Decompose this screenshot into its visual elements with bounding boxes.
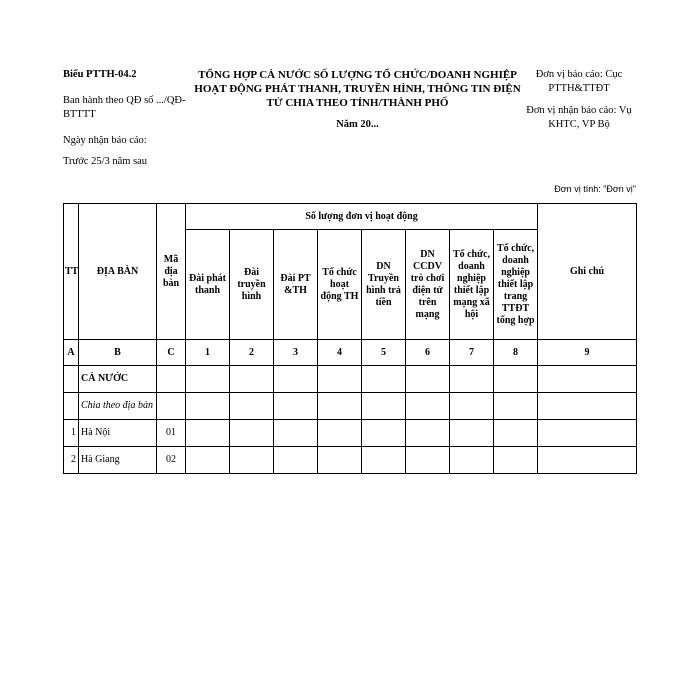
index-cell: C xyxy=(157,340,186,366)
index-cell: 9 xyxy=(538,340,637,366)
index-cell: 4 xyxy=(318,340,362,366)
index-cell: 6 xyxy=(406,340,450,366)
table-row-by-area xyxy=(64,393,637,420)
sub-col-news-site: Tổ chức, doanh nghiệp thiết lập trang TTĐT tổng hợp xyxy=(494,230,538,340)
group-header: Số lượng đơn vị hoạt động xyxy=(186,204,538,230)
title-line-2: HOẠT ĐỘNG PHÁT THANH, TRUYỀN HÌNH, THÔNG TIN ĐIỆN xyxy=(194,83,521,95)
issued-by: Ban hành theo QĐ số .../QĐ-BTTTT xyxy=(63,95,186,120)
sub-col-radio: Đài phát thanh xyxy=(186,230,230,340)
index-cell: 1 xyxy=(186,340,230,366)
row-tt: 2 xyxy=(64,447,79,474)
sub-col-tv-org: Tổ chức hoạt động TH xyxy=(318,230,362,340)
index-cell: A xyxy=(64,340,79,366)
index-cell: B xyxy=(79,340,157,366)
row-code: 01 xyxy=(157,420,186,447)
index-cell: 7 xyxy=(450,340,494,366)
table-row xyxy=(64,447,637,474)
row-tt xyxy=(64,393,79,420)
index-cell: 8 xyxy=(494,340,538,366)
title-line-1: TỔNG HỢP CẢ NƯỚC SỐ LƯỢNG TỔ CHỨC/DOANH NGHIỆP xyxy=(198,69,517,81)
sub-col-radio-tv: Đài PT &TH xyxy=(274,230,318,340)
col-header-note: Ghi chú xyxy=(538,204,637,340)
row-area: CẢ NƯỚC xyxy=(79,366,157,393)
col-header-area: ĐỊA BÀN xyxy=(79,204,157,340)
report-year: Năm 20... xyxy=(336,119,379,130)
report-title xyxy=(190,68,525,132)
row-code xyxy=(157,366,186,393)
index-cell: 3 xyxy=(274,340,318,366)
received-date-label: Ngày nhận báo cáo: xyxy=(63,135,147,146)
row-code: 02 xyxy=(157,447,186,474)
sub-col-social-network: Tổ chức, doanh nghiệp thiết lập mạng xã hội xyxy=(450,230,494,340)
header-right xyxy=(518,68,640,132)
header-left xyxy=(63,68,198,169)
row-code xyxy=(157,393,186,420)
row-tt: 1 xyxy=(64,420,79,447)
sub-col-online-games: DN CCDV trò chơi điện tử trên mạng xyxy=(406,230,450,340)
receiving-unit: Đơn vị nhận báo cáo: Vụ KHTC, VP Bộ xyxy=(526,105,632,130)
form-code: Biểu PTTH-04.2 xyxy=(63,69,137,80)
row-area: Hà Giang xyxy=(79,447,157,474)
title-line-3: TỬ CHIA THEO TỈNH/THÀNH PHỐ xyxy=(266,97,449,109)
sub-col-tv: Đài truyền hình xyxy=(230,230,274,340)
unit-note: Đơn vị tính: "Đơn vị" xyxy=(554,184,636,194)
col-header-tt: TT xyxy=(64,204,79,340)
row-area: Hà Nội xyxy=(79,420,157,447)
row-area: Chia theo địa bàn xyxy=(79,393,157,420)
row-tt xyxy=(64,366,79,393)
index-cell: 5 xyxy=(362,340,406,366)
report-table xyxy=(63,203,637,474)
index-row xyxy=(64,340,637,366)
col-header-code: Mã địa bàn xyxy=(157,204,186,340)
table-row-national xyxy=(64,366,637,393)
reporting-unit: Đơn vị báo cáo: Cục PTTH&TTĐT xyxy=(535,69,623,94)
table-row xyxy=(64,420,637,447)
sub-col-paytv: DN Truyền hình trả tiền xyxy=(362,230,406,340)
index-cell: 2 xyxy=(230,340,274,366)
deadline: Trước 25/3 năm sau xyxy=(63,156,148,167)
